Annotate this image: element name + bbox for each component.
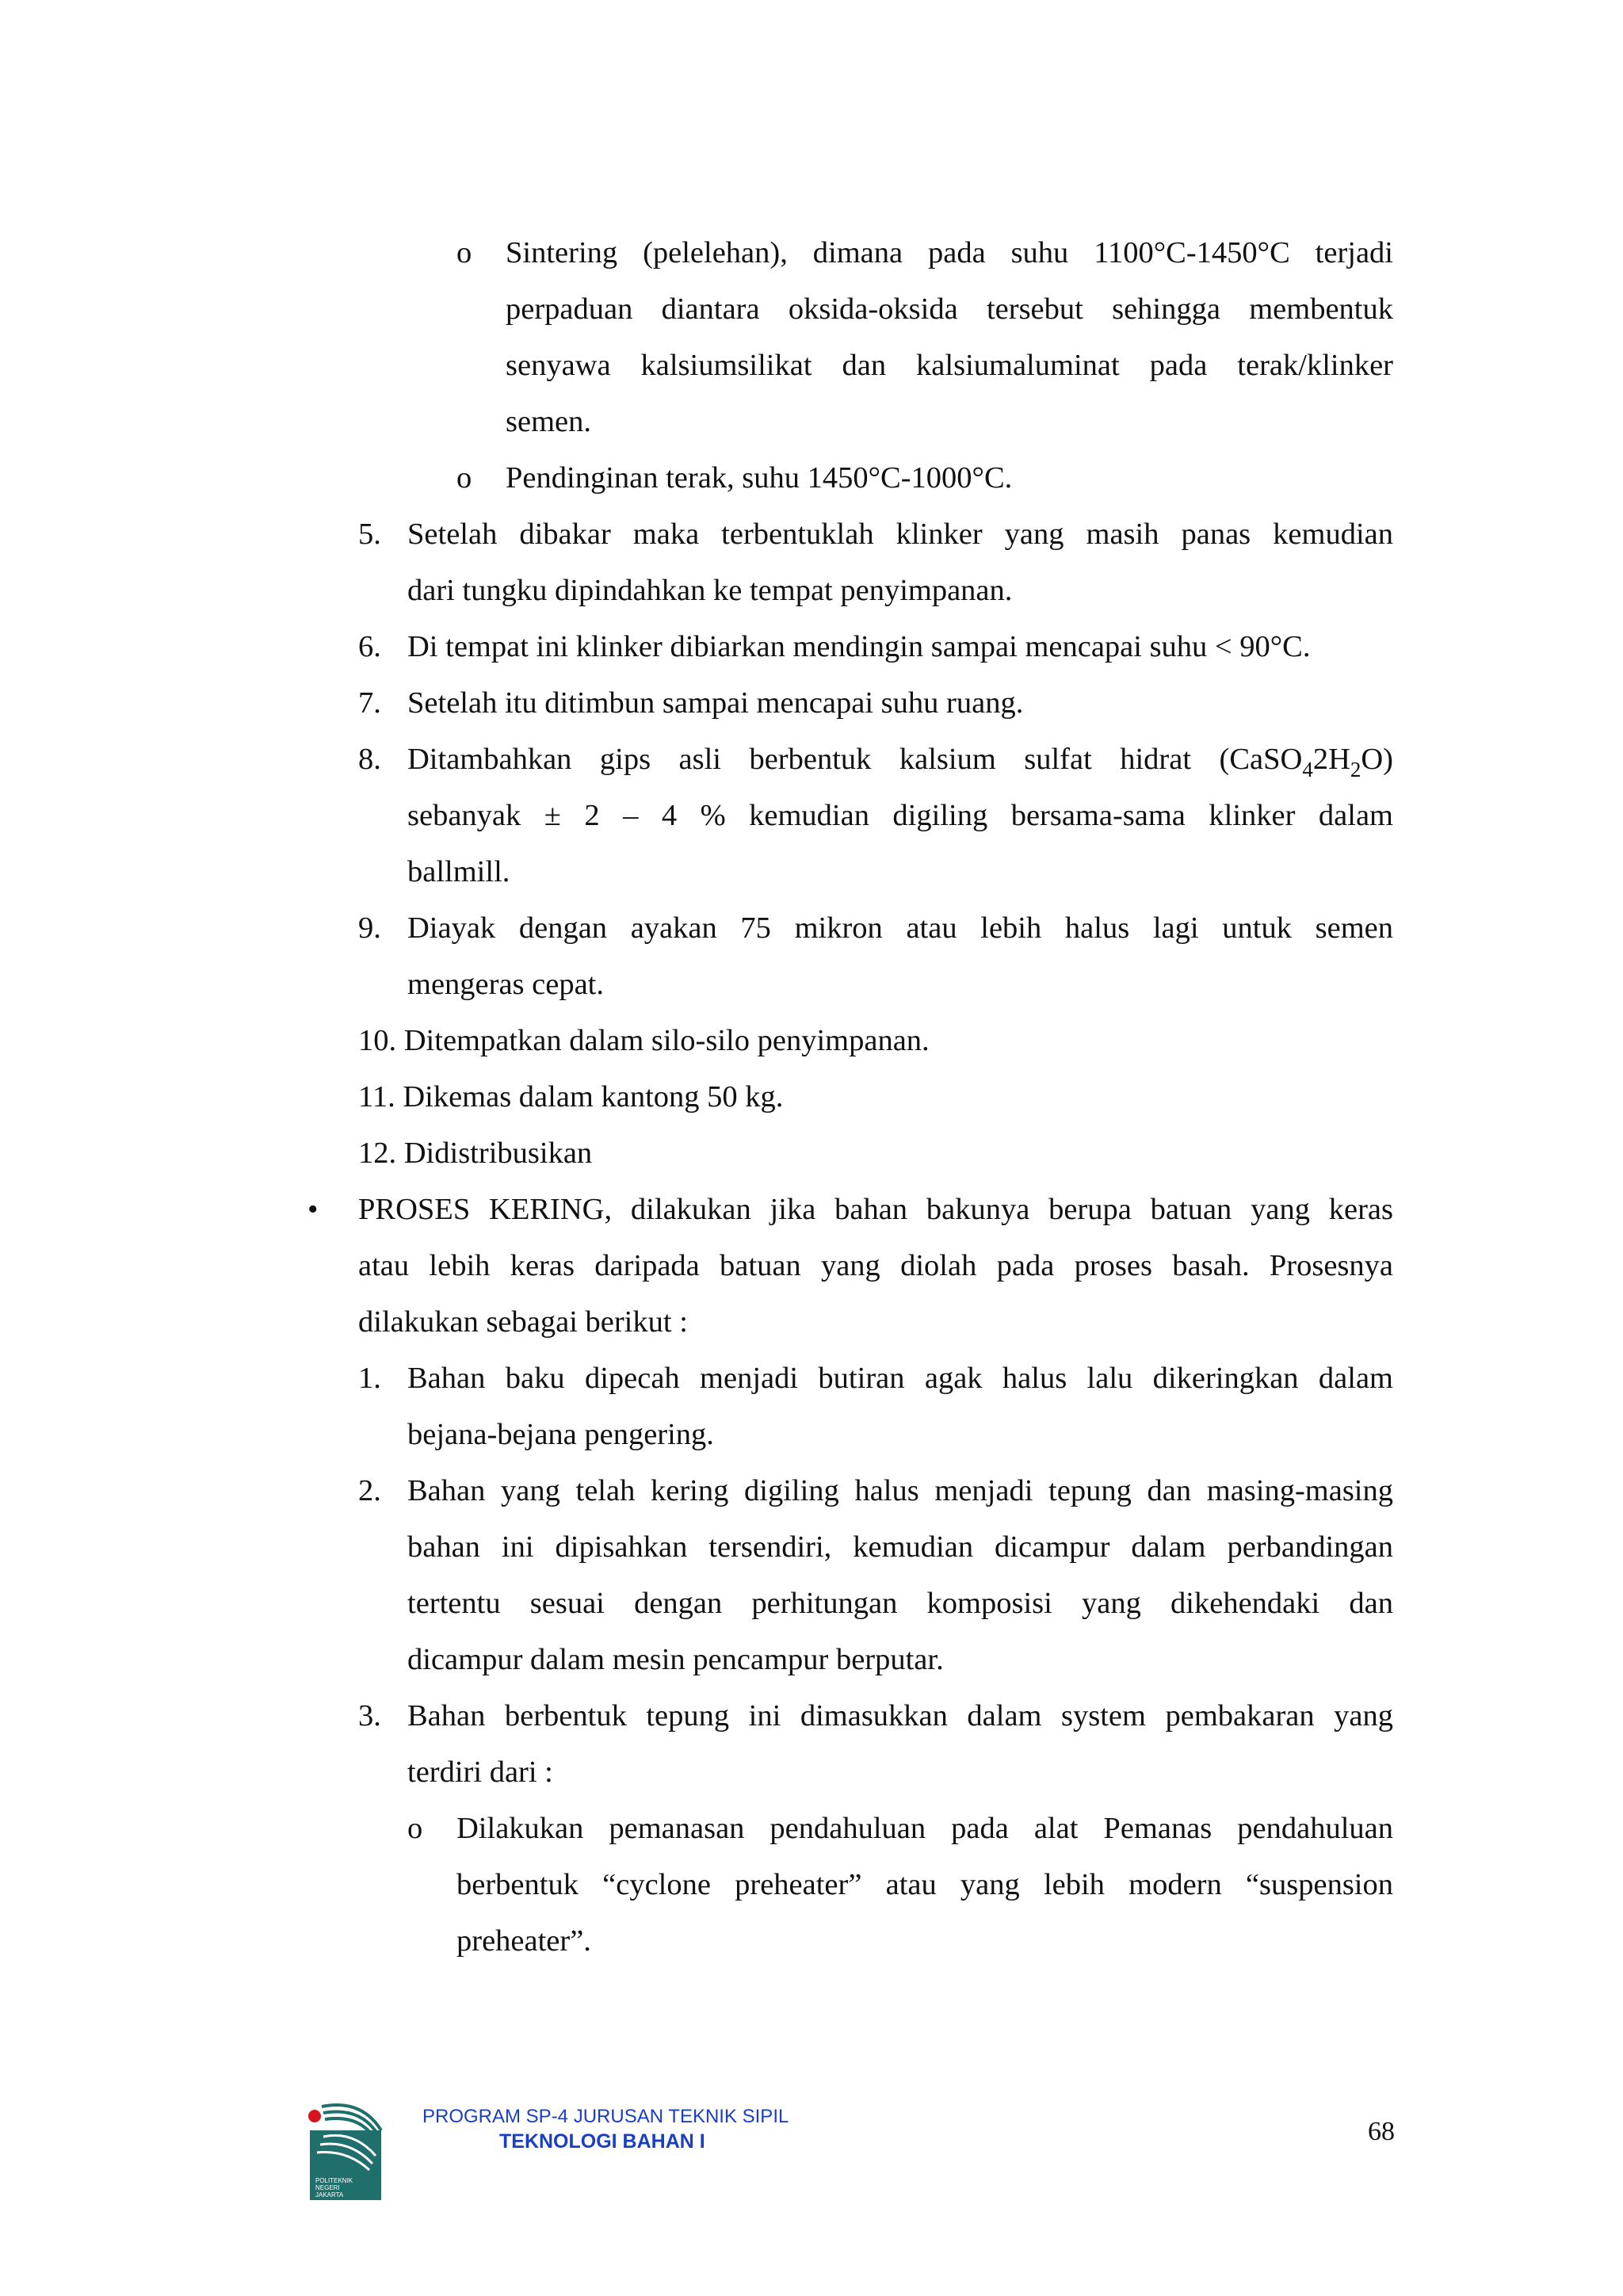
list-number: 3. [358,1699,381,1733]
footer-subject: TEKNOLOGI BAHAN I [499,2130,705,2153]
bullet-marker: • [307,1193,319,1226]
paragraph-line: tertentu sesuai dengan perhitungan komposisi yang dikehendaki dan [407,1587,1393,1620]
paragraph-line: bejana-bejana pengering. [407,1418,714,1451]
paragraph-line: Dilakukan pemanasan pendahuluan pada alat Pemanas pendahuluan [456,1812,1393,1845]
page-number: 68 [1368,2117,1395,2146]
paragraph-line: PROSES KERING, dilakukan jika bahan bakunya berupa batuan yang keras [358,1193,1393,1226]
list-number: 6. [358,630,381,663]
paragraph-line: dari tungku dipindahkan ke tempat penyimpanan. [407,574,1013,607]
list-item: 12. Didistribusikan [358,1137,593,1170]
list-number: 5. [358,518,381,551]
formula-text: O) [1361,743,1393,776]
paragraph-line: dicampur dalam mesin pencampur berputar. [407,1643,944,1676]
subscript: 2 [1350,758,1361,781]
list-number: 7. [358,686,381,720]
paragraph-line: perpaduan diantara oksida-oksida tersebut sehingga membentuk [506,292,1393,326]
list-item: 10. Ditempatkan dalam silo-silo penyimpanan. [358,1024,930,1057]
paragraph-line: ballmill. [407,855,510,888]
logo-text: POLITEKNIK [315,2177,353,2184]
logo-text: JAKARTA [315,2191,344,2199]
paragraph-line: Setelah itu ditimbun sampai mencapai suhu ruang. [407,686,1024,720]
paragraph-line: semen. [506,405,591,438]
sub-bullet-marker: o [407,1812,423,1845]
paragraph-line: dilakukan sebagai berikut : [358,1305,688,1339]
paragraph-line-formula [407,732,1393,788]
list-number: 8. [358,743,381,776]
institution-logo [306,2099,385,2202]
paragraph-line: Bahan baku dipecah menjadi butiran agak halus lalu dikeringkan dalam [407,1362,1393,1395]
paragraph-line: berbentuk “cyclone preheater” atau yang lebih modern “suspension [456,1868,1393,1901]
paragraph-line: mengeras cepat. [407,968,604,1001]
logo-text: NEGERI [315,2184,340,2191]
list-number: 2. [358,1474,381,1507]
paragraph-line: Setelah dibakar maka terbentuklah klinker yang masih panas kemudian [407,518,1393,551]
paragraph-line: bahan ini dipisahkan tersendiri, kemudian dicampur dalam perbandingan [407,1530,1393,1564]
sub-bullet-marker: o [456,236,472,269]
paragraph-line: Bahan berbentuk tepung ini dimasukkan dalam system pembakaran yang [407,1699,1393,1733]
paragraph-line: Pendinginan terak, suhu 1450°C-1000°C. [506,461,1013,495]
subscript: 4 [1302,758,1313,781]
paragraph-line: Sintering (pelelehan), dimana pada suhu 1100°C-1450°C terjadi [506,236,1393,269]
paragraph-line: Di tempat ini klinker dibiarkan mendingin sampai mencapai suhu < 90°C. [407,630,1311,663]
paragraph-line: senyawa kalsiumsilikat dan kalsiumaluminat pada terak/klinker [506,349,1393,382]
list-item: 11. Dikemas dalam kantong 50 kg. [358,1080,784,1114]
paragraph-line: terdiri dari : [407,1755,553,1789]
paragraph-line: atau lebih keras daripada batuan yang diolah pada proses basah. Prosesnya [358,1249,1393,1282]
paragraph-line: Bahan yang telah kering digiling halus menjadi tepung dan masing-masing [407,1474,1393,1507]
paragraph-line: sebanyak ± 2 – 4 % kemudian digiling bersama-sama klinker dalam [407,799,1393,832]
list-number: 1. [358,1362,381,1395]
footer-program: PROGRAM SP-4 JURUSAN TEKNIK SIPIL [422,2106,789,2127]
paragraph-line: preheater”. [456,1924,591,1958]
formula-text: Ditambahkan gips asli berbentuk kalsium sulfat hidrat (CaSO [407,743,1303,776]
paragraph-line: Diayak dengan ayakan 75 mikron atau lebih halus lagi untuk semen [407,911,1393,945]
list-number: 9. [358,911,381,945]
formula-text: 2H [1312,743,1350,776]
sub-bullet-marker: o [456,461,472,495]
